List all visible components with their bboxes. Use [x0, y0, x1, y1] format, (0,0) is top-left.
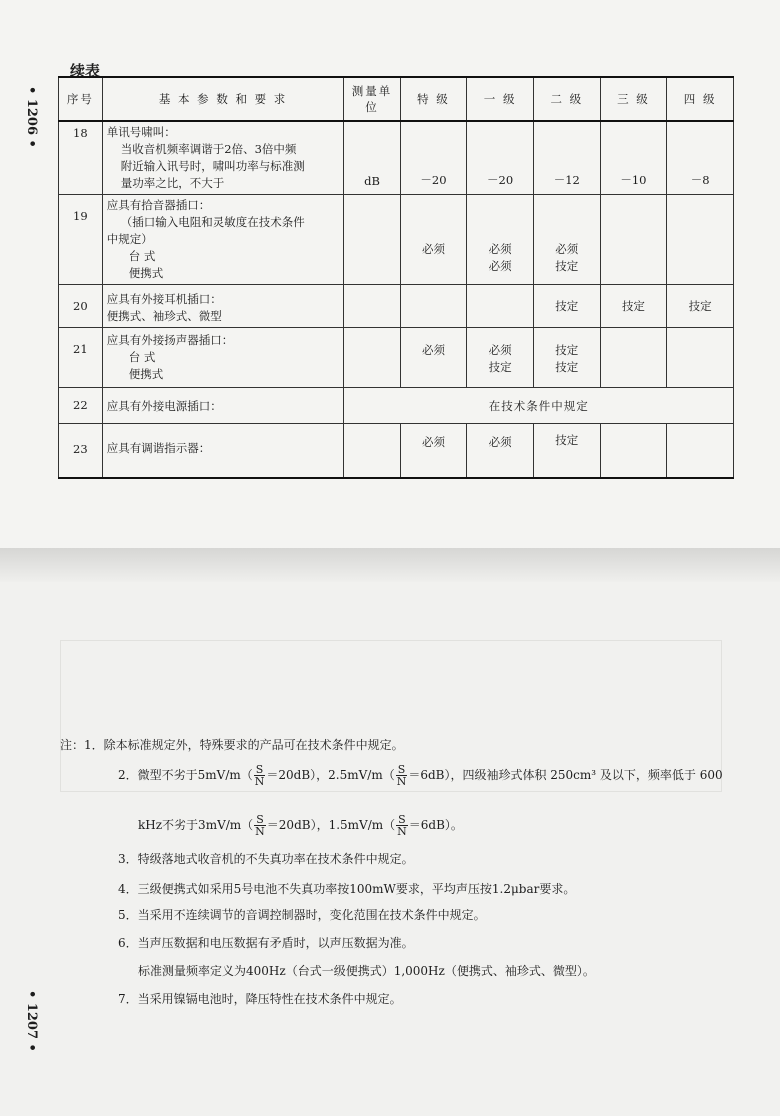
note-1: 注：1．除本标准规定外，特殊要求的产品可在技术条件中规定。	[60, 738, 404, 752]
value-cell: －20	[467, 121, 534, 195]
value-text: 必须	[488, 259, 512, 273]
value-cell	[400, 328, 467, 388]
value-cell: －20	[400, 121, 467, 195]
header-row	[59, 77, 734, 121]
header-grade-3: 三 级	[600, 77, 667, 121]
value-cell	[667, 195, 734, 285]
header-unit: 测量单位	[344, 77, 400, 121]
frac-den: N	[254, 775, 265, 788]
value-text: 必须	[421, 242, 445, 256]
unit-cell	[344, 424, 400, 478]
row-number: 19	[59, 195, 103, 285]
value-cell: －8	[667, 121, 734, 195]
req-line: 中规定）	[106, 232, 153, 246]
unit-cell	[344, 328, 400, 388]
frac-num: S	[254, 764, 266, 776]
req-line: 台 式	[128, 350, 156, 364]
requirement-cell	[102, 328, 344, 388]
table-row	[59, 121, 734, 195]
value-cell	[400, 195, 467, 285]
value-text: 技定	[555, 259, 579, 273]
note-3: 3．特级落地式收音机的不失真功率在技术条件中规定。	[118, 852, 414, 866]
note-6-continued: 标准测量频率定义为400Hz（台式一级便携式）1,000Hz（便携式、袖珍式、微型）。	[138, 964, 595, 978]
table-row	[59, 195, 734, 285]
note-2-line-2	[138, 814, 463, 837]
frac-den: N	[255, 825, 265, 838]
note-text: ＝20dB），1.5mV/m（	[266, 818, 396, 832]
req-line: 便携式、袖珍式、微型	[106, 309, 222, 323]
note-7: 7．当采用镍镉电池时，降压特性在技术条件中规定。	[118, 992, 402, 1006]
table-row	[59, 424, 734, 478]
req-line: 当收音机频率调谐于2倍、3倍中频	[120, 142, 297, 156]
row-number: 21	[59, 328, 103, 388]
value-text: 必须	[555, 242, 579, 256]
note-text: ＝6dB）。	[408, 818, 463, 832]
row-number: 20	[59, 285, 103, 328]
page-fold-shadow	[0, 548, 780, 582]
note-text: ＝6dB），四级袖珍式体积 250cm³ 及以下，频率低于 600	[408, 768, 723, 782]
value-cell: 必须	[467, 424, 534, 478]
value-cell	[667, 328, 734, 388]
value-text: 必须	[488, 242, 512, 256]
req-line: 应具有外接耳机插口：	[106, 292, 222, 306]
value-text: 技定	[555, 360, 579, 374]
value-cell	[400, 285, 467, 328]
value-cell	[600, 424, 667, 478]
value-cell	[600, 328, 667, 388]
req-line: 应具有外接电源插口：	[106, 399, 222, 413]
value-text: 必须	[421, 343, 445, 357]
row-number: 18	[59, 121, 103, 195]
requirement-cell	[102, 424, 344, 478]
req-line: 便携式	[128, 266, 164, 280]
note-6: 6．当声压数据和电压数据有矛盾时，以声压数据为准。	[118, 936, 414, 950]
req-line: 量功率之比，不大于	[120, 176, 225, 190]
unit-cell: dB	[344, 121, 400, 195]
note-5: 5．当采用不连续调节的音调控制器时，变化范围在技术条件中规定。	[118, 908, 486, 922]
header-requirement: 基 本 参 数 和 要 求	[102, 77, 344, 121]
value-cell: 技定	[533, 424, 600, 478]
note-text: kHz不劣于3mV/m（	[138, 818, 254, 832]
requirement-cell	[102, 285, 344, 328]
unit-cell	[344, 285, 400, 328]
req-line: 应具有拾音器插口：	[106, 198, 211, 212]
unit-cell	[344, 195, 400, 285]
header-grade-special: 特 级	[400, 77, 467, 121]
fraction-s-over-n	[254, 814, 266, 837]
table-row	[59, 328, 734, 388]
frac-num: S	[396, 814, 408, 826]
value-cell: 技定	[667, 285, 734, 328]
value-cell	[533, 195, 600, 285]
note-text: 2．微型不劣于5mV/m（	[118, 768, 253, 782]
requirement-cell	[102, 121, 344, 195]
value-cell: 技定	[600, 285, 667, 328]
req-line: 便携式	[128, 367, 164, 381]
value-cell: 技定	[533, 285, 600, 328]
value-cell	[667, 424, 734, 478]
req-line: 应具有外接扬声器插口：	[106, 333, 234, 347]
req-line: 附近输入讯号时，啸叫功率与标准测	[120, 159, 305, 173]
value-text: 必须	[488, 343, 512, 357]
requirement-cell	[102, 195, 344, 285]
row-number: 23	[59, 424, 103, 478]
header-grade-4: 四 级	[667, 77, 734, 121]
requirement-cell	[102, 388, 344, 424]
value-cell	[467, 328, 534, 388]
header-grade-2: 二 级	[533, 77, 600, 121]
value-cell: 必须	[400, 424, 467, 478]
table-title: 续表	[70, 62, 101, 80]
frac-den: N	[397, 825, 407, 838]
value-cell: －12	[533, 121, 600, 195]
merged-value-cell: 在技术条件中规定	[344, 388, 734, 424]
page-number-top: • 1206 •	[24, 86, 39, 148]
fraction-s-over-n	[396, 764, 408, 787]
table-row	[59, 285, 734, 328]
req-line: 台 式	[128, 249, 156, 263]
req-line: 应具有调谐指示器：	[106, 441, 211, 455]
value-cell	[533, 328, 600, 388]
req-line: （插口输入电阻和灵敏度在技术条件	[120, 215, 305, 229]
frac-den: N	[396, 775, 407, 788]
note-2-line-1	[118, 764, 723, 787]
value-text: 技定	[488, 360, 512, 374]
value-cell: －10	[600, 121, 667, 195]
value-cell	[467, 195, 534, 285]
value-cell	[467, 285, 534, 328]
row-number: 22	[59, 388, 103, 424]
header-no: 序号	[59, 77, 103, 121]
table-row	[59, 388, 734, 424]
fraction-s-over-n	[254, 764, 266, 787]
frac-num: S	[254, 814, 266, 826]
value-text: 技定	[555, 343, 579, 357]
note-text: ＝20dB），2.5mV/m（	[266, 768, 395, 782]
frac-num: S	[396, 764, 408, 776]
page-number-bottom: • 1207 •	[24, 990, 39, 1052]
fraction-s-over-n	[396, 814, 408, 837]
header-grade-1: 一 级	[467, 77, 534, 121]
note-4: 4．三级便携式如采用5号电池不失真功率按100mW要求，平均声压按1.2μbar要求。	[118, 882, 576, 896]
value-cell	[600, 195, 667, 285]
req-line: 单讯号啸叫：	[106, 125, 176, 139]
parameter-table	[58, 76, 734, 479]
